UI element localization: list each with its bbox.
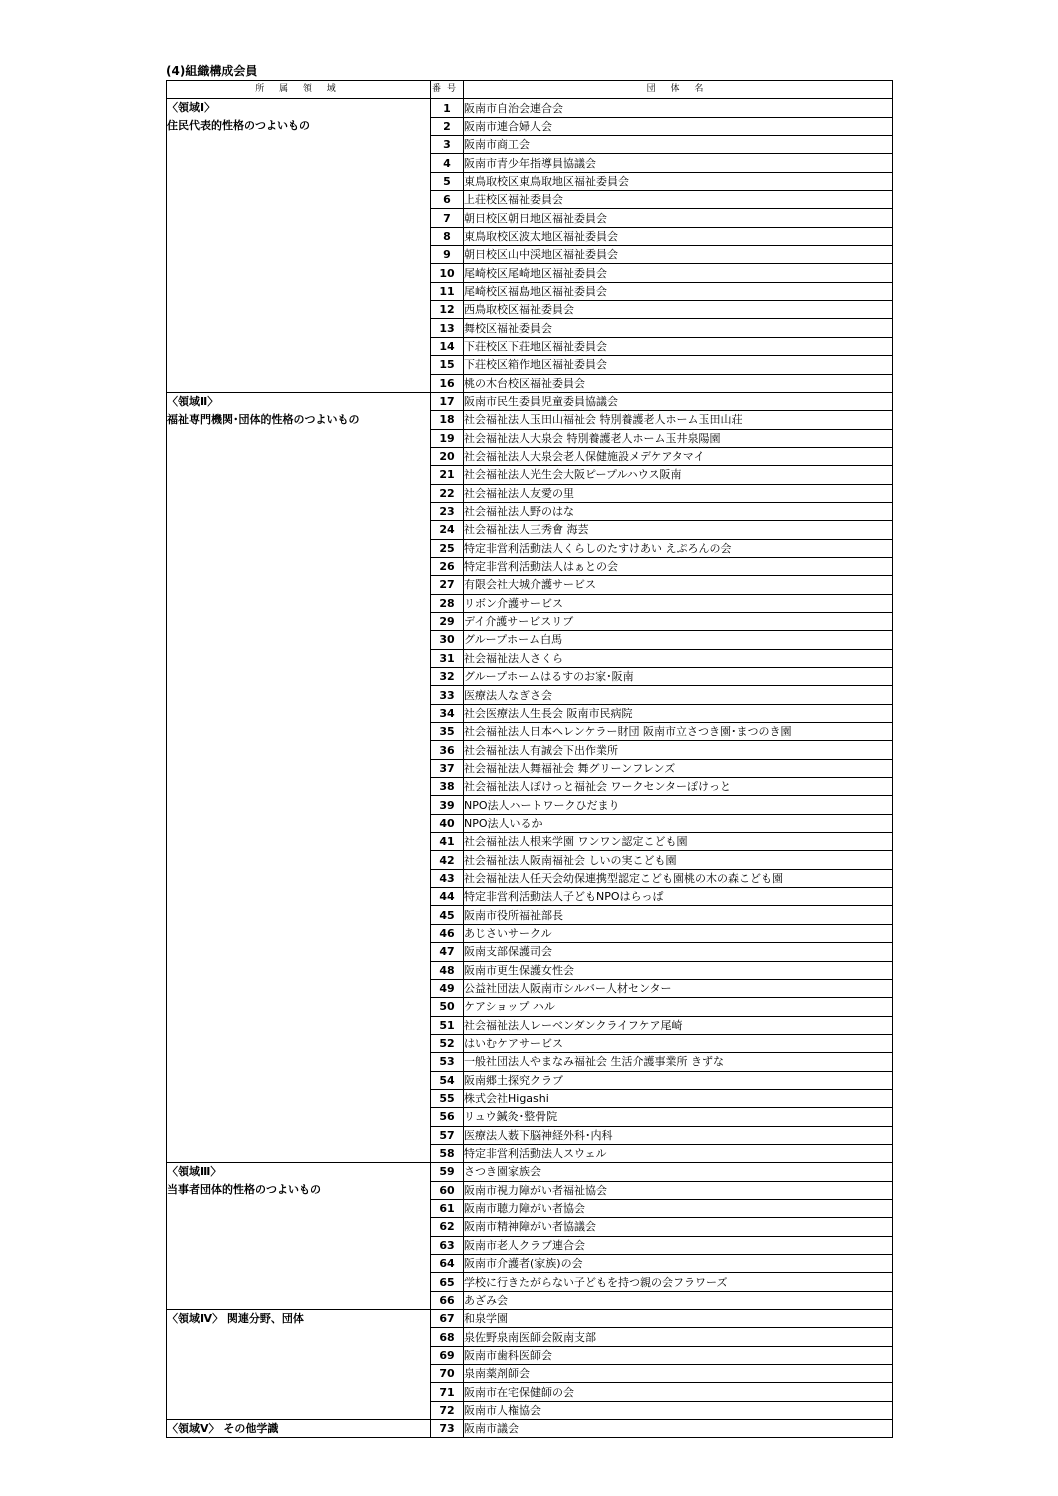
domain-cell [167,869,431,887]
table-row [167,136,893,154]
domain-cell [167,1034,431,1052]
member-number: 16 [431,374,464,392]
domain-cell [167,136,431,154]
table-row [167,1346,893,1364]
domain-cell [167,979,431,997]
table-row [167,888,893,906]
table-row [167,1218,893,1236]
organization-name: 社会福祉法人阪南福祉会 しいの実こども園 [464,851,893,869]
table-row [167,521,893,539]
domain-cell [167,521,431,539]
table-row [167,447,893,465]
table-row [167,723,893,741]
table-row [167,1401,893,1419]
organization-name: 朝日校区朝日地区福祉委員会 [464,209,893,227]
table-row [167,557,893,575]
member-number: 30 [431,631,464,649]
organization-name: 社会福祉法人日本ヘレンケラー財団 阪南市立さつき園･まつのき園 [464,723,893,741]
organization-name: 社会福祉法人根来学園 ワンワン認定こども園 [464,833,893,851]
member-number: 7 [431,209,464,227]
table-row [167,172,893,190]
domain-label: 〈領域Ⅳ〉 関連分野、団体 [167,1310,431,1328]
domain-description: 住民代表的性格のつよいもの [167,117,431,135]
header-number: 番号 [431,81,464,99]
member-number: 39 [431,796,464,814]
member-number: 52 [431,1034,464,1052]
organization-name: 阪南市老人クラブ連合会 [464,1236,893,1254]
domain-cell [167,539,431,557]
domain-cell [167,1291,431,1309]
domain-cell [167,1199,431,1217]
domain-cell [167,649,431,667]
organization-name: NPO法人ハートワークひだまり [464,796,893,814]
domain-cell [167,906,431,924]
domain-cell [167,1383,431,1401]
table-header-row [167,81,893,99]
domain-cell [167,998,431,1016]
organization-name: 医療法人なぎさ会 [464,686,893,704]
table-row [167,631,893,649]
member-number: 69 [431,1346,464,1364]
table-row [167,1126,893,1144]
organization-name: 社会福祉法人ぽけっと福祉会 ワークセンターぽけっと [464,778,893,796]
organization-name: 社会福祉法人レーベンダンクライフケア尾崎 [464,1016,893,1034]
domain-cell [167,172,431,190]
organization-name: 特定非営利活動法人子どもNPOはらっぱ [464,888,893,906]
member-number: 55 [431,1089,464,1107]
member-number: 29 [431,612,464,630]
member-number: 18 [431,411,464,429]
member-number: 9 [431,246,464,264]
organization-name: グループホームはるすのお家･阪南 [464,668,893,686]
table-row [167,117,893,135]
domain-cell [167,264,431,282]
domain-description: 福祉専門機関･団体的性格のつよいもの [167,411,431,429]
member-number: 22 [431,484,464,502]
member-number: 31 [431,649,464,667]
domain-cell [167,319,431,337]
domain-cell [167,668,431,686]
table-row [167,1163,893,1181]
domain-cell [167,1255,431,1273]
organization-name: 阪南市精神障がい者協議会 [464,1218,893,1236]
organization-name: 社会福祉法人有誠会下出作業所 [464,741,893,759]
domain-cell [167,961,431,979]
table-row [167,741,893,759]
table-row [167,1291,893,1309]
domain-cell [167,1346,431,1364]
domain-cell [167,337,431,355]
table-row [167,1199,893,1217]
domain-cell [167,888,431,906]
table-row [167,1144,893,1162]
organization-name: あじさいサークル [464,924,893,942]
organization-name: 学校に行きたがらない子どもを持つ親の会フラワーズ [464,1273,893,1291]
domain-cell [167,1108,431,1126]
domain-cell [167,246,431,264]
member-number: 26 [431,557,464,575]
domain-cell [167,557,431,575]
organization-name: 株式会社Higashi [464,1089,893,1107]
member-number: 54 [431,1071,464,1089]
member-number: 35 [431,723,464,741]
organization-name: 阪南市自治会連合会 [464,99,893,117]
organization-name: 阪南支部保護司会 [464,943,893,961]
organization-name: 和泉学園 [464,1310,893,1328]
table-row [167,814,893,832]
member-number: 21 [431,466,464,484]
table-row [167,686,893,704]
table-row [167,612,893,630]
table-row [167,319,893,337]
organization-name: 社会福祉法人野のはな [464,502,893,520]
domain-cell [167,1089,431,1107]
domain-cell [167,356,431,374]
organization-name: 社会福祉法人三秀會 海芸 [464,521,893,539]
organization-name: ケアショップ ハル [464,998,893,1016]
header-name: 団 体 名 [464,81,893,99]
member-table [166,80,893,1438]
domain-cell [167,154,431,172]
domain-cell [167,576,431,594]
table-row [167,961,893,979]
table-row [167,1016,893,1034]
organization-name: 上荘校区福祉委員会 [464,191,893,209]
member-number: 33 [431,686,464,704]
table-row [167,1236,893,1254]
domain-cell [167,741,431,759]
domain-cell [167,833,431,851]
member-number: 56 [431,1108,464,1126]
domain-cell [167,723,431,741]
table-row [167,759,893,777]
member-number: 5 [431,172,464,190]
domain-cell [167,1126,431,1144]
table-row [167,356,893,374]
table-row [167,833,893,851]
table-row [167,411,893,429]
member-number: 61 [431,1199,464,1217]
organization-name: 阪南市在宅保健師の会 [464,1383,893,1401]
table-row [167,704,893,722]
organization-name: デイ介護サービスリブ [464,612,893,630]
domain-cell [167,1401,431,1419]
table-row [167,1108,893,1126]
domain-cell [167,759,431,777]
table-row [167,979,893,997]
domain-cell [167,1273,431,1291]
member-number: 3 [431,136,464,154]
domain-cell [167,466,431,484]
member-number: 41 [431,833,464,851]
member-number: 12 [431,301,464,319]
table-row [167,154,893,172]
organization-name: 特定非営利活動法人はぁとの会 [464,557,893,575]
table-row [167,1365,893,1383]
table-row [167,374,893,392]
member-number: 53 [431,1053,464,1071]
header-domain: 所 属 領 域 [167,81,431,99]
organization-name: 社会福祉法人光生会大阪ピープルハウス阪南 [464,466,893,484]
member-number: 47 [431,943,464,961]
member-number: 58 [431,1144,464,1162]
domain-cell [167,1236,431,1254]
table-row [167,429,893,447]
organization-name: あざみ会 [464,1291,893,1309]
table-row [167,1053,893,1071]
organization-name: 阪南市聴力障がい者協会 [464,1199,893,1217]
table-row [167,99,893,117]
organization-name: 社会福祉法人玉田山福祉会 特別養護老人ホーム玉田山荘 [464,411,893,429]
domain-label: 〈領域Ⅲ〉 [167,1163,431,1181]
domain-cell [167,1071,431,1089]
member-number: 70 [431,1365,464,1383]
member-number: 28 [431,594,464,612]
organization-name: 社会医療法人生長会 阪南市民病院 [464,704,893,722]
table-row [167,301,893,319]
domain-cell [167,924,431,942]
organization-name: 阪南市役所福祉部長 [464,906,893,924]
table-row [167,337,893,355]
organization-name: 東鳥取校区波太地区福祉委員会 [464,227,893,245]
member-number: 45 [431,906,464,924]
organization-name: リボン介護サービス [464,594,893,612]
member-number: 2 [431,117,464,135]
member-number: 36 [431,741,464,759]
organization-name: NPO法人いるか [464,814,893,832]
member-number: 60 [431,1181,464,1199]
organization-name: 下荘校区下荘地区福祉委員会 [464,337,893,355]
table-row [167,906,893,924]
table-row [167,576,893,594]
member-number: 6 [431,191,464,209]
table-row [167,1181,893,1199]
table-row [167,209,893,227]
member-number: 40 [431,814,464,832]
domain-cell [167,1218,431,1236]
member-number: 57 [431,1126,464,1144]
member-number: 48 [431,961,464,979]
domain-cell [167,612,431,630]
table-row [167,924,893,942]
table-row [167,869,893,887]
member-number: 62 [431,1218,464,1236]
table-row [167,227,893,245]
table-row [167,851,893,869]
organization-name: 阪南市議会 [464,1420,893,1438]
organization-name: 公益社団法人阪南市シルバー人材センター [464,979,893,997]
organization-name: 特定非営利活動法人くらしのたすけあい えぷろんの会 [464,539,893,557]
member-number: 72 [431,1401,464,1419]
table-row [167,649,893,667]
domain-cell [167,191,431,209]
member-number: 37 [431,759,464,777]
member-number: 50 [431,998,464,1016]
member-table-body [167,99,893,1438]
organization-name: 特定非営利活動法人スウェル [464,1144,893,1162]
domain-label: 〈領域Ⅴ〉 その他学識 [167,1420,431,1438]
table-row [167,1255,893,1273]
organization-name: 尾崎校区福島地区福祉委員会 [464,282,893,300]
domain-cell [167,704,431,722]
member-number: 23 [431,502,464,520]
domain-cell [167,851,431,869]
member-number: 24 [431,521,464,539]
domain-cell [167,374,431,392]
organization-name: 社会福祉法人任天会幼保連携型認定こども園桃の木の森こども園 [464,869,893,887]
member-number: 19 [431,429,464,447]
member-number: 20 [431,447,464,465]
member-number: 43 [431,869,464,887]
organization-name: 泉佐野泉南医師会阪南支部 [464,1328,893,1346]
member-number: 14 [431,337,464,355]
member-number: 27 [431,576,464,594]
member-number: 67 [431,1310,464,1328]
organization-name: 朝日校区山中渓地区福祉委員会 [464,246,893,264]
domain-cell [167,1053,431,1071]
table-row [167,191,893,209]
organization-name: 社会福祉法人舞福祉会 舞グリーンフレンズ [464,759,893,777]
domain-cell [167,1328,431,1346]
domain-cell [167,1365,431,1383]
table-row [167,502,893,520]
member-number: 59 [431,1163,464,1181]
domain-cell [167,631,431,649]
domain-cell [167,796,431,814]
member-number: 1 [431,99,464,117]
table-row [167,466,893,484]
table-row [167,778,893,796]
organization-name: 阪南市青少年指導員協議会 [464,154,893,172]
table-row [167,1273,893,1291]
organization-name: 舞校区福祉委員会 [464,319,893,337]
organization-name: 西鳥取校区福祉委員会 [464,301,893,319]
table-row [167,539,893,557]
member-number: 32 [431,668,464,686]
organization-name: さつき園家族会 [464,1163,893,1181]
organization-name: はいむケアサービス [464,1034,893,1052]
table-row [167,1089,893,1107]
domain-cell [167,814,431,832]
organization-name: 阪南市歯科医師会 [464,1346,893,1364]
member-number: 34 [431,704,464,722]
member-number: 73 [431,1420,464,1438]
table-row [167,1034,893,1052]
member-number: 13 [431,319,464,337]
organization-name: 阪南市視力障がい者福祉協会 [464,1181,893,1199]
table-row [167,998,893,1016]
organization-name: 阪南郷土探究クラブ [464,1071,893,1089]
domain-cell [167,301,431,319]
organization-name: 社会福祉法人大泉会老人保健施設メデケアタマイ [464,447,893,465]
organization-name: 下荘校区箱作地区福祉委員会 [464,356,893,374]
domain-cell [167,227,431,245]
organization-name: 尾崎校区尾崎地区福祉委員会 [464,264,893,282]
domain-cell [167,209,431,227]
organization-name: グループホーム白馬 [464,631,893,649]
member-number: 44 [431,888,464,906]
domain-label: 〈領域Ⅱ〉 [167,392,431,410]
member-number: 42 [431,851,464,869]
organization-name: リュウ鍼灸･整骨院 [464,1108,893,1126]
domain-cell [167,502,431,520]
table-row [167,484,893,502]
member-number: 49 [431,979,464,997]
organization-name: 阪南市連合婦人会 [464,117,893,135]
table-row [167,392,893,410]
organization-name: 社会福祉法人友愛の里 [464,484,893,502]
table-row [167,943,893,961]
member-number: 65 [431,1273,464,1291]
table-row [167,1383,893,1401]
domain-cell [167,1144,431,1162]
table-row [167,1071,893,1089]
member-number: 4 [431,154,464,172]
organization-name: 阪南市商工会 [464,136,893,154]
table-row [167,668,893,686]
table-row [167,796,893,814]
table-row [167,1328,893,1346]
member-number: 63 [431,1236,464,1254]
member-number: 64 [431,1255,464,1273]
organization-name: 東鳥取校区東鳥取地区福祉委員会 [464,172,893,190]
domain-cell [167,943,431,961]
member-number: 38 [431,778,464,796]
organization-name: 阪南市民生委員児童委員協議会 [464,392,893,410]
member-number: 15 [431,356,464,374]
domain-description: 当事者団体的性格のつよいもの [167,1181,431,1199]
member-number: 17 [431,392,464,410]
organization-name: 阪南市介護者(家族)の会 [464,1255,893,1273]
domain-cell [167,686,431,704]
table-row [167,264,893,282]
table-row [167,594,893,612]
member-number: 8 [431,227,464,245]
organization-name: 社会福祉法人大泉会 特別養護老人ホーム玉井泉陽園 [464,429,893,447]
member-number: 25 [431,539,464,557]
organization-name: 医療法人薮下脳神経外科･内科 [464,1126,893,1144]
organization-name: 泉南薬剤師会 [464,1365,893,1383]
member-number: 71 [431,1383,464,1401]
organization-name: 阪南市人権協会 [464,1401,893,1419]
table-row [167,282,893,300]
organization-name: 桃の木台校区福祉委員会 [464,374,893,392]
member-number: 51 [431,1016,464,1034]
domain-cell [167,447,431,465]
domain-cell [167,594,431,612]
domain-cell [167,282,431,300]
domain-cell [167,1016,431,1034]
domain-cell [167,484,431,502]
domain-label: 〈領域Ⅰ〉 [167,99,431,117]
table-row [167,1310,893,1328]
organization-name: 阪南市更生保護女性会 [464,961,893,979]
member-number: 46 [431,924,464,942]
table-row [167,246,893,264]
organization-name: 一般社団法人やまなみ福祉会 生活介護事業所 きずな [464,1053,893,1071]
domain-cell [167,429,431,447]
member-number: 10 [431,264,464,282]
domain-cell [167,778,431,796]
member-number: 11 [431,282,464,300]
member-number: 66 [431,1291,464,1309]
organization-name: 有限会社大城介護サービス [464,576,893,594]
table-row [167,1420,893,1438]
organization-name: 社会福祉法人さくら [464,649,893,667]
member-number: 68 [431,1328,464,1346]
section-title: (4)組織構成会員 [166,64,258,78]
